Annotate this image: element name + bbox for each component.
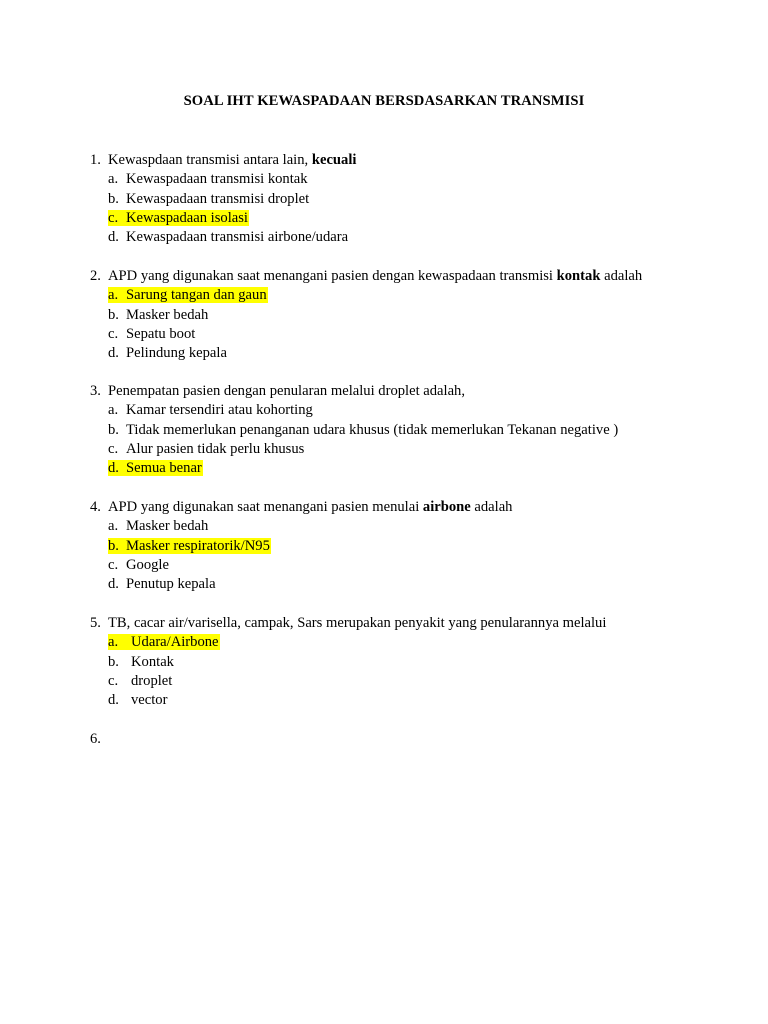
question-6 (90, 730, 750, 749)
option-content (108, 692, 167, 708)
question-text-end: adalah (470, 499, 513, 515)
question-stem (90, 267, 750, 286)
option-label: b. (108, 537, 119, 554)
option-content (108, 402, 313, 418)
option-label: b. (108, 306, 119, 323)
option-c (90, 325, 750, 344)
question-stem (90, 730, 750, 749)
question-keyword: kontak (556, 268, 601, 284)
question-text: APD yang digunakan saat menangani pasien dengan kewaspadaan transmisi (108, 268, 557, 284)
option-d (90, 344, 750, 363)
option-label: c. (108, 556, 119, 573)
option-label: a. (108, 518, 119, 535)
option-content (108, 557, 169, 573)
question-stem (90, 614, 750, 633)
option-d (90, 228, 750, 247)
option-label: d. (108, 460, 119, 477)
question-number: 2. (90, 268, 101, 284)
option-label: c. (108, 672, 119, 689)
option-content-highlighted (108, 210, 249, 226)
option-b (90, 653, 750, 672)
option-text: Masker respiratorik/N95 (126, 537, 270, 554)
option-label: b. (108, 653, 119, 670)
option-content (108, 441, 304, 457)
option-content (108, 191, 309, 207)
option-text: Sepatu boot (126, 325, 196, 342)
option-label: a. (108, 402, 119, 419)
option-label: d. (108, 576, 119, 593)
option-content (108, 576, 216, 592)
option-label: b. (108, 190, 119, 207)
option-text: Sarung tangan dan gaun (126, 287, 267, 304)
question-text: Penempatan pasien dengan penularan melalui droplet adalah, (108, 383, 466, 399)
question-text: TB, cacar air/varisella, campak, Sars merupakan penyakit yang penularannya melalui (108, 615, 607, 631)
option-text: Udara/Airbone (131, 634, 219, 651)
option-text: droplet (131, 672, 173, 689)
option-a (90, 170, 750, 189)
question-1 (90, 151, 750, 247)
option-label: c. (108, 209, 119, 226)
option-content-highlighted (108, 634, 220, 650)
option-content-highlighted (108, 460, 203, 476)
option-content (108, 326, 195, 342)
option-label: a. (108, 287, 119, 304)
option-text: Kewaspadaan transmisi droplet (126, 190, 310, 207)
option-text: Alur pasien tidak perlu khusus (126, 440, 305, 457)
option-content (108, 654, 174, 670)
option-d (90, 575, 750, 594)
option-text: Semua benar (126, 460, 202, 477)
option-content (108, 345, 227, 361)
option-label: c. (108, 325, 119, 342)
option-label: c. (108, 440, 119, 457)
option-c (90, 209, 750, 228)
option-c (90, 440, 750, 459)
question-text-end: adalah (600, 268, 643, 284)
option-label: a. (108, 171, 119, 188)
option-label: d. (108, 229, 119, 246)
question-number: 6. (90, 731, 101, 747)
option-c (90, 556, 750, 575)
option-text: Tidak memerlukan penanganan udara khusus (tidak memerlukan Tekanan negative ) (126, 421, 619, 438)
option-text: Kewaspadaan transmisi airbone/udara (126, 229, 349, 246)
option-a (90, 633, 750, 652)
option-content (108, 229, 348, 245)
option-text: Kontak (131, 653, 174, 670)
option-d (90, 691, 750, 710)
option-content (108, 422, 618, 438)
option-content (108, 307, 208, 323)
option-text: Masker bedah (126, 518, 209, 535)
option-c (90, 672, 750, 691)
option-content (108, 673, 172, 689)
option-text: vector (131, 692, 168, 709)
option-b (90, 306, 750, 325)
option-label: b. (108, 421, 119, 438)
option-text: Kewaspadaan isolasi (126, 209, 248, 226)
option-text: Kewaspadaan transmisi kontak (126, 171, 308, 188)
question-keyword: kecuali (311, 152, 357, 168)
question-number: 1. (90, 152, 101, 168)
question-number: 5. (90, 615, 101, 631)
question-text: Kewaspdaan transmisi antara lain, (108, 152, 312, 168)
option-content (108, 518, 208, 534)
option-a (90, 286, 750, 305)
option-content-highlighted (108, 538, 271, 554)
option-b (90, 537, 750, 556)
option-b (90, 421, 750, 440)
option-text: Kamar tersendiri atau kohorting (126, 402, 313, 419)
option-a (90, 517, 750, 536)
question-stem (90, 382, 750, 401)
question-2 (90, 267, 750, 363)
question-4 (90, 498, 750, 594)
page-title: SOAL IHT KEWASPADAAN BERSDASARKAN TRANSMISI (183, 93, 585, 109)
option-content (108, 171, 308, 187)
option-content-highlighted (108, 287, 268, 303)
option-text: Pelindung kepala (126, 345, 227, 362)
question-stem (90, 151, 750, 170)
question-number: 3. (90, 383, 101, 399)
option-text: Google (126, 556, 169, 573)
option-text: Penutup kepala (126, 576, 216, 593)
question-5 (90, 614, 750, 710)
option-text: Masker bedah (126, 306, 209, 323)
question-text: APD yang digunakan saat menangani pasien menulai (108, 499, 423, 515)
option-b (90, 190, 750, 209)
option-label: a. (108, 634, 119, 651)
option-d (90, 459, 750, 478)
question-stem (90, 498, 750, 517)
question-number: 4. (90, 499, 101, 515)
question-keyword: airbone (422, 499, 471, 515)
question-3 (90, 382, 750, 478)
option-a (90, 401, 750, 420)
option-label: d. (108, 345, 119, 362)
option-label: d. (108, 692, 119, 709)
